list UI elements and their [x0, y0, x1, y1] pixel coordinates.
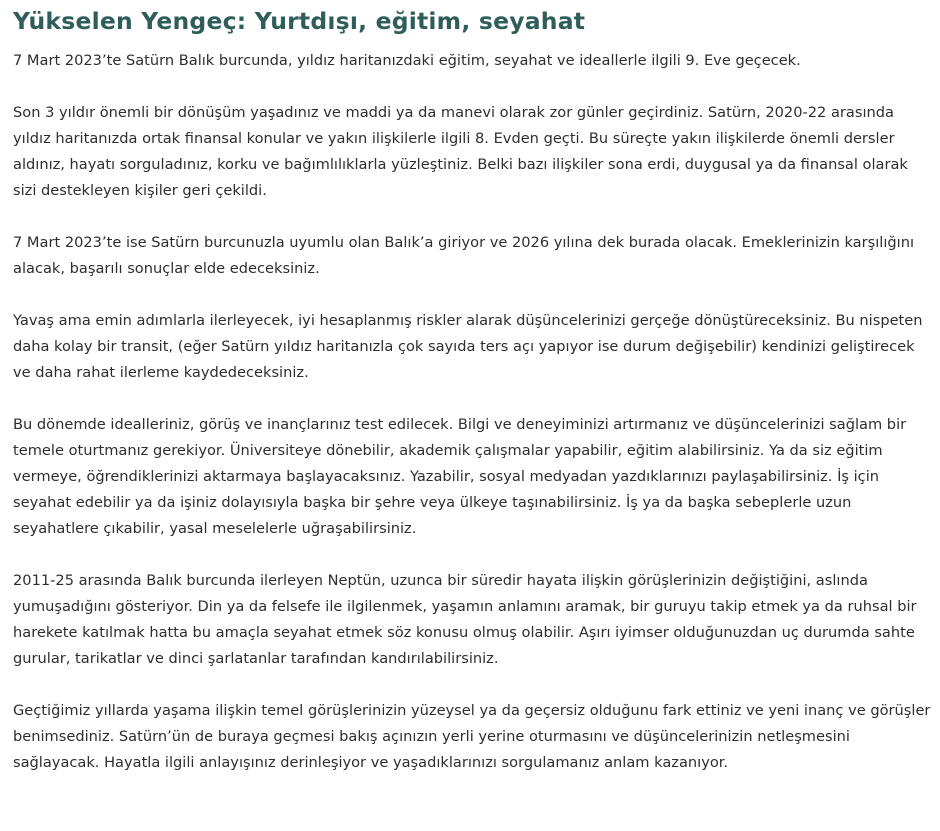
article-paragraph-2: Son 3 yıldır önemli bir dönüşüm yaşadınız ve maddi ya da manevi olarak zor günler geçirdiniz. Satürn, 2020-22 arasında yıldız haritanızda ortak finansal konular ve yakın ilişkilerle ilgili 8. Evden geçti. Bu süreçte yakın ilişkilerde önemli dersler aldınız, hayatı sorguladınız, korku ve bağımlılıklarla yüzleştiniz. Belki bazı ilişkiler sona erdi, duygusal ya da finansal olarak sizi destekleyen kişiler geri çekildi. — [13, 104, 908, 199]
article-paragraph-1: 7 Mart 2023’te Satürn Balık burcunda, yıldız haritanızdaki eğitim, seyahat ve ideallerle ilgili 9. Eve geçecek. — [13, 52, 801, 69]
article-paragraph-5: Bu dönemde idealleriniz, görüş ve inançlarınız test edilecek. Bilgi ve deneyiminizi artırmanız ve düşüncelerinizi sağlam bir temele oturtmanız gerekiyor. Üniversiteye dönebilir, akademik çalışmalar yapabilir, eğitim alabilirsiniz. Ya da siz eğitim vermeye, öğrendiklerinizi aktarmaya başlayacaksınız. Yazabilir, sosyal medyadan yazdıklarınızı paylaşabilirsiniz. İş için seyahat edebilir ya da işiniz dolayısıyla başka bir şehre veya ülkeye taşınabilirsiniz. İş ya da başka sebeplerle uzun seyahatlere çıkabilir, yasal meselelerle uğraşabilirsiniz. — [13, 416, 907, 537]
article-paragraph-4: Yavaş ama emin adımlarla ilerleyecek, iyi hesaplanmış riskler alarak düşüncelerinizi gerçeğe dönüştüreceksiniz. Bu nispeten daha kolay bir transit, (eğer Satürn yıldız haritanızla çok sayıda ters açı yapıyor ise durum değişebilir) kendinizi geliştirecek ve daha rahat ilerleme kaydedeceksiniz. — [13, 312, 923, 381]
article-paragraph-7: Geçtiğimiz yıllarda yaşama ilişkin temel görüşlerinizin yüzeysel ya da geçersiz olduğunu fark ettiniz ve yeni inanç ve görüşler benimsediniz. Satürn’ün de buraya geçmesi bakış açınızın yerli yerine oturmasını ve düşüncelerinizin netleşmesini sağlayacak. Hayatla ilgili anlayışınız derinleşiyor ve yaşadıklarınızı sorgulamanız anlam kazanıyor. — [13, 702, 931, 771]
article-paragraph-3: 7 Mart 2023’te ise Satürn burcunuzla uyumlu olan Balık’a giriyor ve 2026 yılına dek burada olacak. Emeklerinizin karşılığını alacak, başarılı sonuçlar elde edeceksiniz. — [13, 234, 915, 277]
article-paragraph-6: 2011-25 arasında Balık burcunda ilerleyen Neptün, uzunca bir süredir hayata ilişkin görüşlerinizin değiştiğini, aslında yumuşadığını gösteriyor. Din ya da felsefe ile ilgilenmek, yaşamın anlamını aramak, bir guruyu takip etmek ya da ruhsal bir harekete katılmak hatta bu amaçla seyahat etmek söz konusu olmuş olabilir. Aşırı iyimser olduğunuzdan uç durumda sahte gurular, tarikatlar ve dinci şarlatanlar tarafından kandırılabilirsiniz. — [13, 572, 917, 667]
article-title: Yükselen Yengeç: Yurtdışı, eğitim, seyahat — [13, 7, 586, 35]
